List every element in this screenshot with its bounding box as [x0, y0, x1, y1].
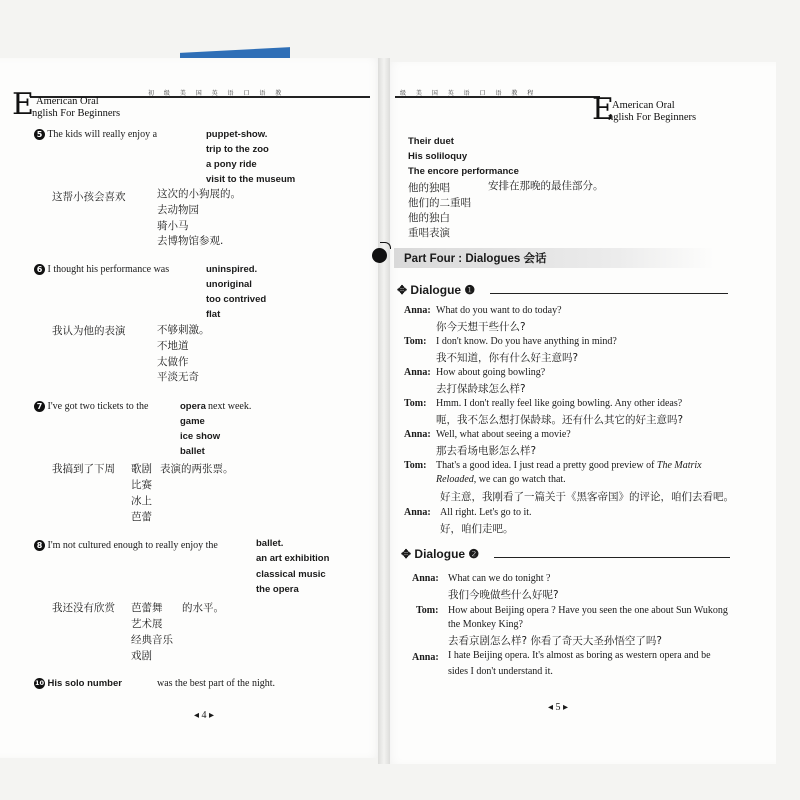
- item-8-option-4: the opera: [256, 584, 299, 595]
- d1-line-6-title-italic-2: Reloaded: [436, 474, 474, 485]
- item-5-stem: The kids will really enjoy a: [47, 129, 158, 140]
- d2-line-1-zh: 我们今晚做些什么好呢?: [448, 589, 559, 601]
- d2-line-1-en: What can we do tonight ?: [448, 573, 551, 584]
- d1-speaker-3: Anna:: [404, 367, 431, 378]
- page-number-right-value: 5: [555, 702, 561, 713]
- logo-letter-right: E: [592, 92, 614, 127]
- item-6-option-4: flat: [206, 309, 221, 320]
- d1-line-6-en: [436, 460, 702, 471]
- d1-speaker-5: Anna:: [404, 429, 431, 440]
- item-8-zh-option-2: 艺术展: [131, 618, 163, 630]
- dialogue-1-title: [397, 283, 475, 297]
- item-10-stem: His solo number: [47, 678, 122, 689]
- item-number-6: 6: [34, 264, 45, 275]
- d2-speaker-1: Anna:: [412, 573, 439, 584]
- cont-option-3: The encore performance: [408, 166, 519, 177]
- item-7-zh-option-1: 歌剧: [131, 463, 152, 475]
- header-series-text-left: 初 级 美 国 英 语 口 语 教: [148, 90, 286, 97]
- item-5-option-2: trip to the zoo: [206, 144, 269, 155]
- d1-line-2-en: I don't know. Do you have anything in mind?: [436, 336, 617, 347]
- item-10-tail: was the best part of the night.: [157, 678, 276, 689]
- item-8-option-3: classical music: [256, 569, 326, 580]
- item-8-option-1: ballet.: [256, 538, 284, 549]
- d1-line-4-zh: 呃，我不怎么想打保龄球。还有什么其它的好主意吗?: [436, 414, 684, 426]
- book-spine: [378, 58, 390, 764]
- cont-zh-3: 他的独白: [408, 212, 450, 224]
- d2-speaker-2: Tom:: [416, 605, 439, 616]
- page-number-left-value: 4: [201, 710, 207, 721]
- logo-title-line2-left: nglish For Beginners: [32, 108, 121, 119]
- diamond-icon: ✥: [397, 283, 408, 297]
- item-5-option-3: a pony ride: [206, 159, 257, 170]
- item-6-zh-stem: 我认为他的表演: [52, 325, 126, 337]
- item-5-zh-option-2: 去动物园: [157, 204, 199, 216]
- item-6-zh-option-2: 不地道: [157, 340, 189, 352]
- exercise-item-10: [34, 678, 122, 689]
- item-8-stem: I'm not cultured enough to really enjoy the: [47, 540, 218, 551]
- logo-title-line1-right: American Oral: [612, 100, 675, 111]
- d2-line-2-zh: 去看京剧怎么样? 你看了奇天大圣孙悟空了吗?: [448, 635, 662, 647]
- item-5-option-1: puppet-show.: [206, 129, 268, 140]
- dialogue-2-title: [401, 547, 479, 561]
- d1-speaker-4: Tom:: [404, 398, 427, 409]
- exercise-item-6: [34, 264, 169, 275]
- item-7-option-1: opera: [180, 401, 206, 412]
- d1-line-3-zh: 去打保龄球怎么样?: [436, 383, 526, 395]
- page-number-right: ◂ 5 ▸: [548, 702, 569, 713]
- d2-line-3-en: I hate Beijing opera. It's almost as boring as western opera and be: [448, 650, 711, 661]
- dialogue-2-rule: [494, 557, 730, 558]
- d1-line-7-en: All right. Let's go to it.: [440, 507, 532, 518]
- cont-option-2: His soliloquy: [408, 151, 468, 162]
- cont-zh-2: 他们的二重唱: [408, 197, 471, 209]
- item-6-zh-option-4: 平淡无奇: [157, 371, 199, 383]
- item-7-tail: next week.: [208, 401, 252, 412]
- d2-line-2-en: How about Beijing opera ? Have you seen the one about Sun Wukong: [448, 605, 728, 616]
- item-8-zh-stem: 我还没有欣赏: [52, 602, 115, 614]
- d1-line-6-en-cont-part: , we can go watch that.: [473, 474, 566, 485]
- exercise-item-5: [34, 129, 157, 140]
- cont-zh-1: 他的独唱: [408, 182, 450, 194]
- d1-line-3-en: How about going bowling?: [436, 367, 546, 378]
- logo-title-line2-right: nglish For Beginners: [608, 112, 697, 123]
- d1-line-6-en-cont: [436, 474, 566, 485]
- d1-speaker-7: Anna:: [404, 507, 431, 518]
- item-7-zh-option-3: 冰上: [131, 495, 152, 507]
- cont-zh-4: 重唱表演: [408, 227, 450, 239]
- d1-line-4-en: Hmm. I don't really feel like going bowling. Any other ideas?: [436, 398, 683, 409]
- bomb-icon: [372, 248, 387, 263]
- d1-line-6-en-part: That's a good idea. I just read a pretty good preview of: [436, 460, 657, 471]
- item-6-option-2: unoriginal: [206, 279, 252, 290]
- d1-speaker-2: Tom:: [404, 336, 427, 347]
- item-5-option-4: visit to the museum: [206, 174, 296, 185]
- logo-letter-left: E: [12, 87, 34, 122]
- item-number-7: 7: [34, 401, 45, 412]
- item-6-stem: I thought his performance was: [47, 264, 170, 275]
- item-5-zh-stem: 这帮小孩会喜欢: [52, 191, 126, 203]
- page-number-left: ◂ 4 ▸: [194, 710, 215, 721]
- d1-line-6-zh: 好主意，我刚看了一篇关于《黑客帝国》的评论，咱们去看吧。: [440, 491, 734, 503]
- d1-line-2-zh: 我不知道，你有什么好主意吗?: [436, 352, 579, 364]
- d1-line-5-zh: 那去看场电影怎么样?: [436, 445, 537, 457]
- item-8-zh-option-1: 芭蕾舞: [131, 602, 163, 614]
- d1-line-7-zh: 好，咱们走吧。: [440, 523, 514, 535]
- diamond-icon: ✥: [401, 547, 412, 561]
- item-8-zh-option-3: 经典音乐: [131, 634, 173, 646]
- d2-speaker-3: Anna:: [412, 652, 439, 663]
- item-5-zh-option-3: 骑小马: [157, 220, 189, 232]
- item-7-zh-option-2: 比赛: [131, 479, 152, 491]
- item-8-option-2: an art exhibition: [256, 553, 330, 564]
- d1-line-6-title-italic: The Matrix: [656, 460, 702, 471]
- item-6-option-1: uninspired.: [206, 264, 258, 275]
- header-series-text-right: 级 美 国 英 语 口 语 教 程: [400, 90, 538, 97]
- item-number-5: 5: [34, 129, 45, 140]
- item-7-zh-option-4: 芭蕾: [131, 511, 152, 523]
- d1-speaker-1: Anna:: [404, 305, 431, 316]
- item-7-option-3: ice show: [180, 431, 221, 442]
- dialogue-1-title-text: Dialogue ❶: [410, 283, 476, 297]
- item-7-option-2: game: [180, 416, 205, 427]
- d1-line-1-en: What do you want to do today?: [436, 305, 562, 316]
- item-7-zh-stem: 我搞到了下周: [52, 463, 115, 475]
- dialogue-1-rule: [490, 293, 728, 294]
- item-7-zh-tail: 表演的两张票。: [160, 463, 234, 475]
- d2-line-3-en-cont: sides I don't understand it.: [448, 666, 553, 677]
- item-6-option-3: too contrived: [206, 294, 267, 305]
- item-7-option-4: ballet: [180, 446, 205, 457]
- cont-zh-tail: 安排在那晚的最佳部分。: [488, 180, 604, 192]
- item-7-stem: I've got two tickets to the: [47, 401, 149, 412]
- item-8-zh-option-4: 戏剧: [131, 650, 152, 662]
- item-6-zh-option-1: 不够刺激。: [157, 324, 210, 336]
- item-5-zh-option-1: 这次的小狗展的。: [157, 188, 241, 200]
- item-number-10: 10: [34, 679, 45, 688]
- d2-line-2-en-cont: the Monkey King?: [448, 619, 523, 630]
- section-title: Part Four : Dialogues 会话: [404, 253, 547, 265]
- dialogue-2-title-text: Dialogue ❷: [414, 547, 480, 561]
- cont-option-1: Their duet: [408, 136, 454, 147]
- item-number-8: 8: [34, 540, 45, 551]
- exercise-item-7: [34, 401, 148, 412]
- item-6-zh-option-3: 太做作: [157, 356, 189, 368]
- item-5-zh-option-4: 去博物馆参观.: [157, 235, 224, 247]
- logo-title-line1-left: American Oral: [36, 96, 99, 107]
- d1-line-1-zh: 你今天想干些什么?: [436, 321, 526, 333]
- d1-speaker-6: Tom:: [404, 460, 427, 471]
- d1-line-5-en: Well, what about seeing a movie?: [436, 429, 571, 440]
- exercise-item-8: [34, 540, 218, 551]
- item-8-zh-tail: 的水平。: [182, 602, 224, 614]
